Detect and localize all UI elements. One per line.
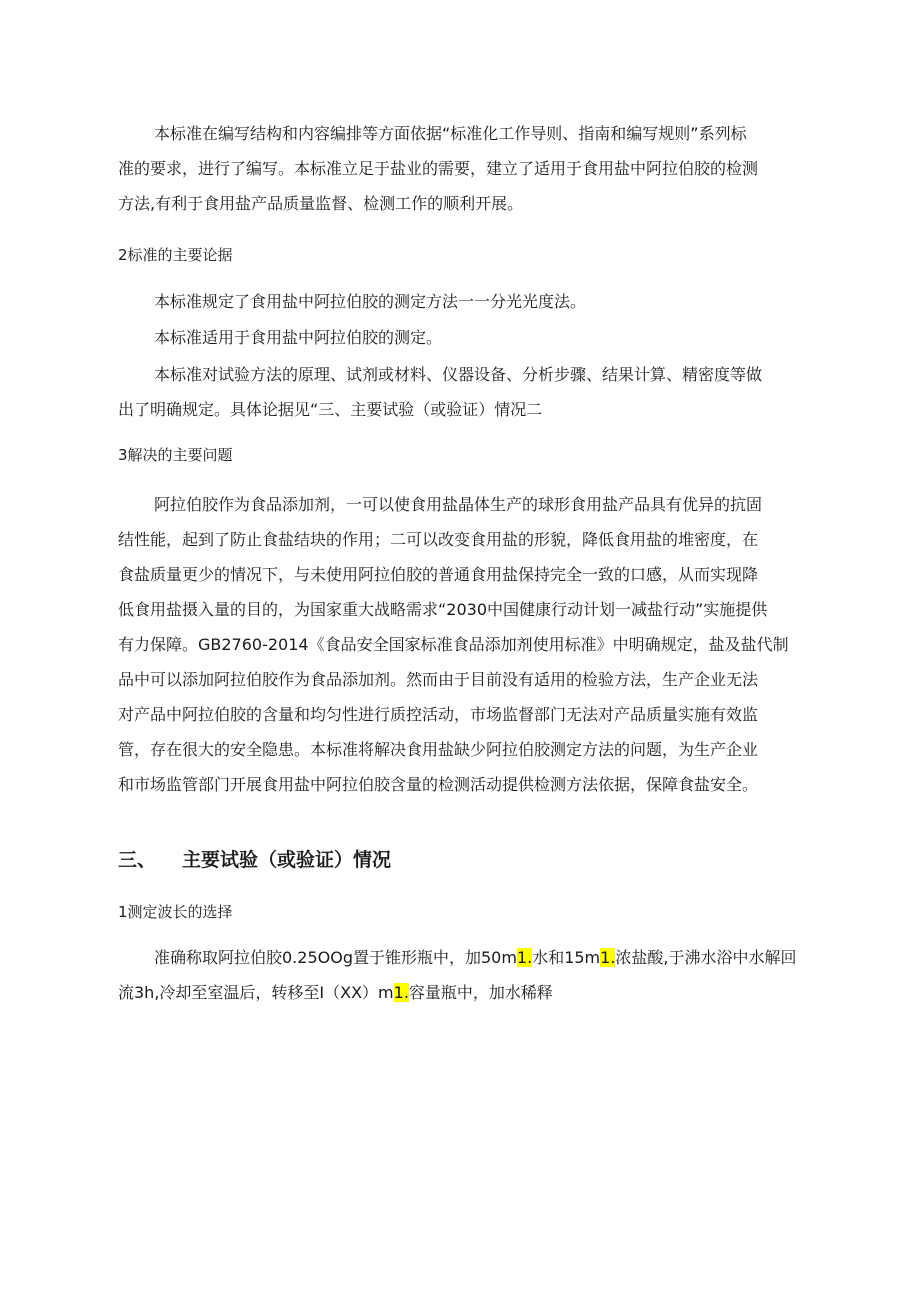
text-line: 出了明确规定。具体论据见“三、主要试验（或验证）情况二 — [118, 400, 543, 419]
basis-paragraph-3 — [118, 357, 804, 427]
text-line: 管，存在很大的安全隐患。本标准将解决食用盐缺少阿拉伯胶测定方法的问题，为生产企业 — [118, 740, 759, 759]
problems-paragraph — [118, 487, 804, 802]
text-line: 和市场监管部门开展食用盐中阿拉伯胶含量的检测活动提供检测方法依据，保障食盐安全。 — [118, 775, 759, 794]
wavelength-heading: 1测定波长的选择 — [118, 903, 233, 921]
basis-paragraph-1 — [118, 284, 804, 319]
problems-heading: 3解决的主要问题 — [118, 446, 233, 464]
text-line: 阿拉伯胶作为食品添加剂，一可以使食用盐晶体生产的球形食用盐产品具有优异的抗固 — [154, 495, 763, 514]
basis-heading: 2标准的主要论据 — [118, 246, 233, 264]
text-line: 本标准对试验方法的原理、试剂或材料、仪器设备、分析步骤、结果计算、精密度等做 — [154, 365, 763, 384]
text-line: 本标准适用于食用盐中阿拉伯胶的测定。 — [154, 328, 443, 347]
text-run: 容量瓶中，加水稀释 — [408, 983, 553, 1002]
text-run: 准确称取阿拉伯胶0.25OOg置于锥形瓶中，加50m — [154, 948, 517, 967]
text-line — [118, 940, 804, 975]
text-line: 结性能，起到了防止食盐结块的作用；二可以改变食用盐的形貌，降低食用盐的堆密度，在 — [118, 530, 759, 549]
text-line: 准的要求，进行了编写。本标准立足于盐业的需要，建立了适用于食用盐中阿拉伯胶的检测 — [118, 159, 759, 178]
text-line: 食盐质量更少的情况下，与未使用阿拉伯胶的普通食用盐保持完全一致的口感，从而实现降 — [118, 565, 759, 584]
highlighted-text: 1. — [516, 948, 533, 967]
intro-paragraph — [118, 116, 804, 221]
highlighted-text: 1. — [393, 983, 409, 1002]
text-line: 有力保障。GB2760-2014《食品安全国家标准食品添加剂使用标准》中明确规定，盐及盐代制 — [118, 635, 789, 654]
text-line: 本标准规定了食用盐中阿拉伯胶的测定方法一一分光光度法。 — [154, 292, 587, 311]
section-number: 三、 — [118, 849, 157, 871]
text-line: 本标准在编写结构和内容编排等方面依据“标准化工作导则、指南和编写规则”系列标 — [154, 124, 747, 143]
text-line: 方法,有利于食用盐产品质量监督、检测工作的顺利开展。 — [118, 194, 524, 213]
text-run: 浓盐酸,于沸水浴中水解回 — [615, 948, 797, 967]
text-line: 低食用盐摄入量的目的，为国家重大战略需求“2030中国健康行动计划一减盐行动”实施提供 — [118, 600, 768, 619]
text-line: 对产品中阿拉伯胶的含量和均匀性进行质控活动，市场监督部门无法对产品质量实施有效监 — [118, 705, 759, 724]
text-line: 品中可以添加阿拉伯胶作为食品添加剂。然而由于目前没有适用的检验方法，生产企业无法 — [118, 670, 759, 689]
text-run: 水和15m — [532, 948, 601, 967]
highlighted-text: 1. — [600, 948, 616, 967]
basis-paragraph-2 — [118, 320, 804, 355]
text-run: 流3h,冷却至室温后，转移至I（XX）m — [118, 983, 394, 1002]
text-line — [118, 975, 804, 1010]
section-title-text: 主要试验（或验证）情况 — [182, 849, 392, 871]
section-title — [118, 846, 391, 874]
wavelength-paragraph — [118, 940, 804, 1010]
